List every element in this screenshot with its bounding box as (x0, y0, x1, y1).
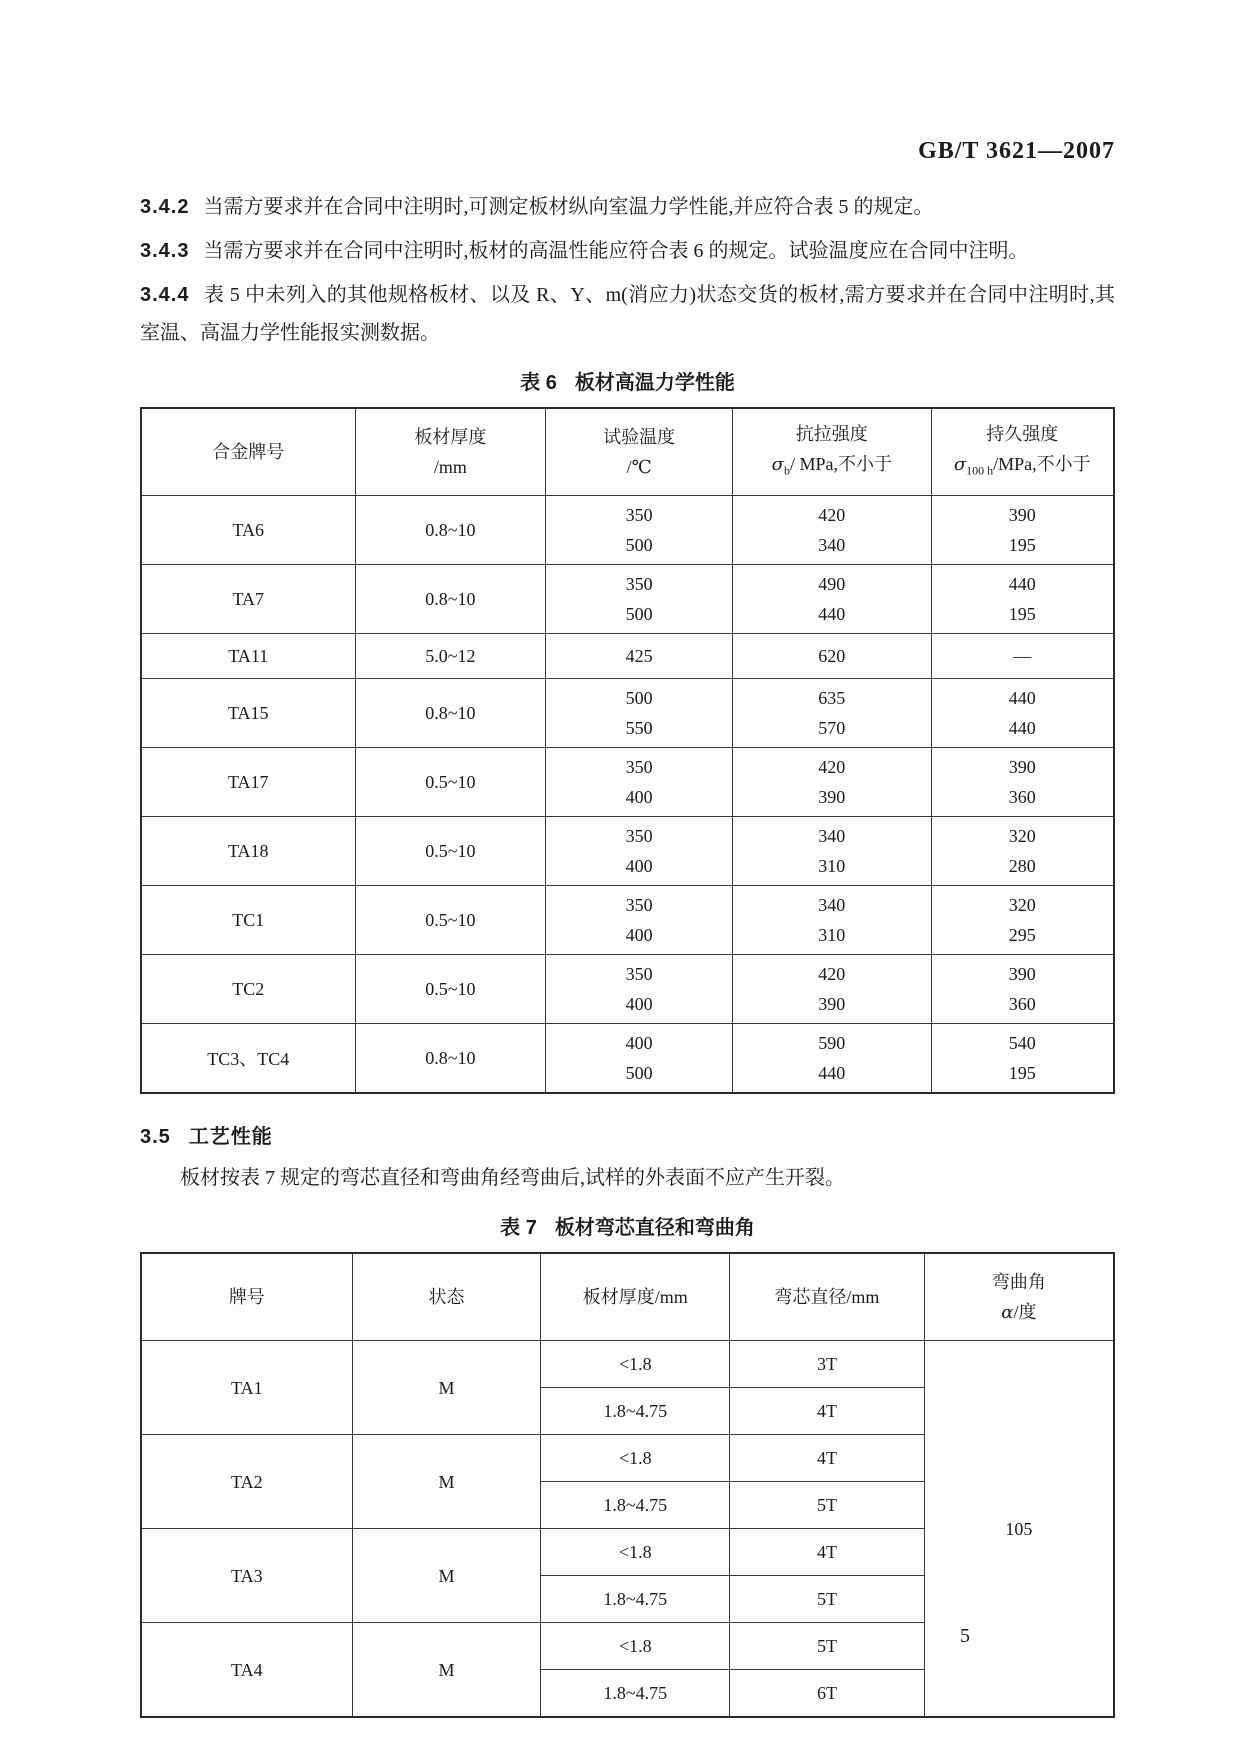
diameter-cell: 6T (730, 1670, 925, 1718)
table6-header-tensile-strength: 抗拉强度 $\sigma_b/$ MPa,不小于 (733, 408, 931, 496)
tensile-cell: 490 440 (733, 565, 931, 634)
section-number: 3.5 (140, 1126, 171, 1148)
table7-header-row (141, 1253, 1114, 1341)
lasting-cell: 390 360 (931, 955, 1114, 1024)
sigma-symbol: σ (953, 453, 967, 475)
thickness-cell: 1.8~4.75 (541, 1670, 730, 1718)
alpha-symbol: α (1001, 1301, 1014, 1323)
section-3-5-body: 板材按表 7 规定的弯芯直径和弯曲角经弯曲后,试样的外表面不应产生开裂。 (180, 1167, 845, 1189)
alloy-cell: TA7 (141, 565, 355, 634)
thickness-cell: 0.5~10 (355, 748, 546, 817)
table7-header-angle: 弯曲角 α/度 (924, 1253, 1114, 1341)
alloy-cell: TA18 (141, 817, 355, 886)
grade-cell: TA3 (141, 1529, 352, 1623)
clause-number: 3.4.2 (140, 196, 190, 218)
lasting-cell: 440 440 (931, 679, 1114, 748)
tensile-cell: 635 570 (733, 679, 931, 748)
thickness-cell: 0.5~10 (355, 817, 546, 886)
paragraph-3-4-4 (140, 276, 1115, 352)
lasting-cell: 540 195 (931, 1024, 1114, 1094)
page-content (140, 0, 1115, 1718)
table6-row-tc3-tc4 (141, 1024, 1114, 1094)
clause-number: 3.4.3 (140, 240, 190, 262)
table6-caption (140, 366, 1115, 395)
bend-angle-cell: 105 (924, 1341, 1114, 1718)
tensile-cell: 340 310 (733, 886, 931, 955)
thickness-cell: <1.8 (541, 1623, 730, 1670)
lasting-cell: 440 195 (931, 565, 1114, 634)
alloy-cell: TC3、TC4 (141, 1024, 355, 1094)
paragraph-3-4-2 (140, 188, 1115, 226)
diameter-cell: 5T (730, 1623, 925, 1670)
lasting-cell: — (931, 634, 1114, 679)
table6-row-ta6 (141, 496, 1114, 565)
state-cell: M (352, 1341, 541, 1435)
grade-cell: TA2 (141, 1435, 352, 1529)
state-cell: M (352, 1529, 541, 1623)
diameter-cell: 4T (730, 1388, 925, 1435)
table7-row-ta1-a (141, 1341, 1114, 1388)
table7-bend-test (140, 1252, 1115, 1718)
diameter-cell: 4T (730, 1529, 925, 1576)
section-title: 工艺性能 (188, 1126, 273, 1148)
temperature-cell: 350 500 (546, 565, 733, 634)
temperature-cell: 350 400 (546, 886, 733, 955)
alloy-cell: TA15 (141, 679, 355, 748)
page-number: 5 (960, 1625, 970, 1647)
clause-text: 表 5 中未列入的其他规格板材、以及 R、Y、m(消应力)状态交货的板材,需方要求并在合同中注明时,其室温、高温力学性能报实测数据。 (140, 284, 1115, 344)
table7-caption-number: 表 7 (500, 1217, 537, 1239)
alloy-cell: TC1 (141, 886, 355, 955)
temperature-cell: 350 400 (546, 748, 733, 817)
body-paragraphs (140, 188, 1115, 352)
clause-text: 当需方要求并在合同中注明时,板材的高温性能应符合表 6 的规定。试验温度应在合同中注明。 (203, 240, 1029, 262)
thickness-cell: 0.8~10 (355, 496, 546, 565)
thickness-cell: 1.8~4.75 (541, 1388, 730, 1435)
paragraph-3-4-3 (140, 232, 1115, 270)
table6-header-alloy: 合金牌号 (141, 408, 355, 496)
diameter-cell: 4T (730, 1435, 925, 1482)
table6-row-ta17 (141, 748, 1114, 817)
diameter-cell: 5T (730, 1482, 925, 1529)
tensile-cell: 420 390 (733, 955, 931, 1024)
diameter-cell: 5T (730, 1576, 925, 1623)
tensile-cell: 420 390 (733, 748, 931, 817)
temperature-cell: 350 500 (546, 496, 733, 565)
temperature-cell: 350 400 (546, 955, 733, 1024)
standard-number: GB/T 3621—2007 (918, 138, 1115, 164)
alloy-cell: TA17 (141, 748, 355, 817)
thickness-cell: 5.0~12 (355, 634, 546, 679)
lasting-cell: 390 195 (931, 496, 1114, 565)
temperature-cell: 400 500 (546, 1024, 733, 1094)
alloy-cell: TA11 (141, 634, 355, 679)
alloy-cell: TA6 (141, 496, 355, 565)
table6-header-temperature: 试验温度 /℃ (546, 408, 733, 496)
clause-text: 当需方要求并在合同中注明时,可测定板材纵向室温力学性能,并应符合表 5 的规定。 (203, 196, 934, 218)
clause-number: 3.4.4 (140, 284, 190, 306)
thickness-cell: 1.8~4.75 (541, 1482, 730, 1529)
table7-header-diameter: 弯芯直径/mm (730, 1253, 925, 1341)
grade-cell: TA1 (141, 1341, 352, 1435)
table6-row-ta18 (141, 817, 1114, 886)
temperature-cell: 350 400 (546, 817, 733, 886)
table6-row-tc2 (141, 955, 1114, 1024)
table6-header-lasting-strength: 持久强度 $\sigma_{100 h}$/MPa,不小于 (931, 408, 1114, 496)
table7-header-state: 状态 (352, 1253, 541, 1341)
state-cell: M (352, 1623, 541, 1718)
table6-high-temp-properties (140, 407, 1115, 1094)
tensile-cell: 340 310 (733, 817, 931, 886)
grade-cell: TA4 (141, 1623, 352, 1718)
table6-header-thickness: 板材厚度 /mm (355, 408, 546, 496)
sigma-symbol: σ (771, 453, 784, 475)
thickness-cell: 0.5~10 (355, 955, 546, 1024)
table6-row-tc1 (141, 886, 1114, 955)
section-3-5-heading (140, 1120, 1115, 1149)
thickness-cell: <1.8 (541, 1341, 730, 1388)
lasting-cell: 320 280 (931, 817, 1114, 886)
lasting-cell: 390 360 (931, 748, 1114, 817)
tensile-cell: 620 (733, 634, 931, 679)
tensile-cell: 590 440 (733, 1024, 931, 1094)
thickness-cell: 1.8~4.75 (541, 1576, 730, 1623)
thickness-cell: <1.8 (541, 1435, 730, 1482)
state-cell: M (352, 1435, 541, 1529)
table6-caption-number: 表 6 (520, 372, 557, 394)
table6-row-ta11 (141, 634, 1114, 679)
table6-row-ta15 (141, 679, 1114, 748)
lasting-cell: 320 295 (931, 886, 1114, 955)
thickness-cell: <1.8 (541, 1529, 730, 1576)
thickness-cell: 0.5~10 (355, 886, 546, 955)
alloy-cell: TC2 (141, 955, 355, 1024)
table6-header-row (141, 408, 1114, 496)
table7-header-grade: 牌号 (141, 1253, 352, 1341)
table6-row-ta7 (141, 565, 1114, 634)
thickness-cell: 0.8~10 (355, 1024, 546, 1094)
table7-caption-title: 板材弯芯直径和弯曲角 (554, 1217, 755, 1239)
table7-caption (140, 1211, 1115, 1240)
temperature-cell: 425 (546, 634, 733, 679)
table7-header-thickness: 板材厚度/mm (541, 1253, 730, 1341)
tensile-cell: 420 340 (733, 496, 931, 565)
table6-caption-title: 板材高温力学性能 (574, 372, 735, 394)
thickness-cell: 0.8~10 (355, 565, 546, 634)
temperature-cell: 500 550 (546, 679, 733, 748)
thickness-cell: 0.8~10 (355, 679, 546, 748)
diameter-cell: 3T (730, 1341, 925, 1388)
